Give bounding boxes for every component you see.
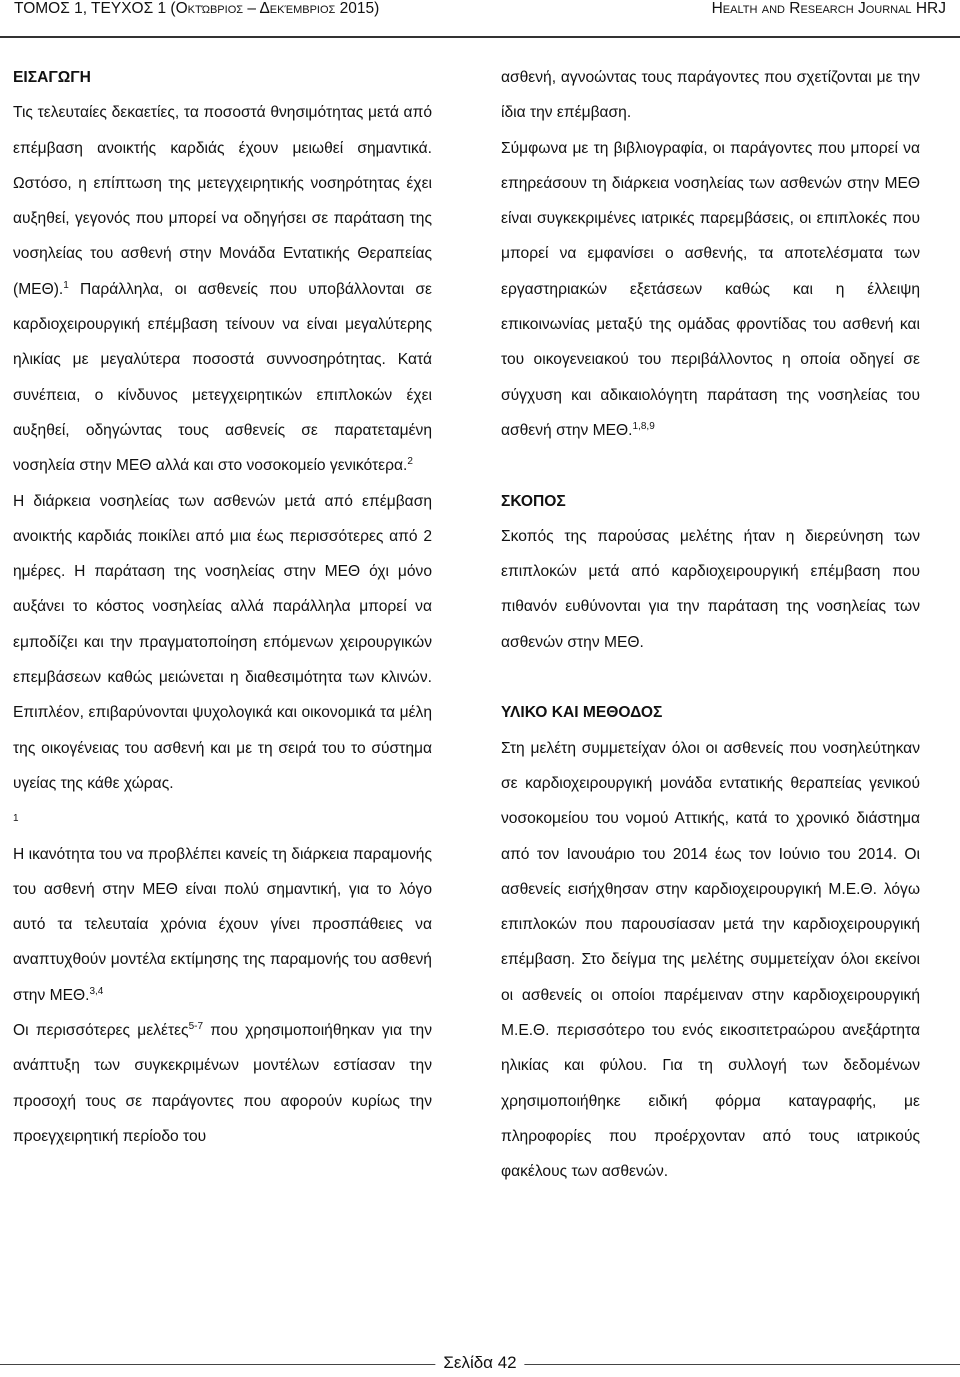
section-gap <box>501 660 920 695</box>
page-number: Σελίδα 42 <box>435 1352 524 1374</box>
methods-paragraph: Στη μελέτη συμμετείχαν όλοι οι ασθενείς που νοσηλεύτηκαν σε καρδιοχειρουργική μονάδα εντατικής θεραπείας γενικού νοσοκομείου του νομού Αττικής, κατά το χρονικό διάστημα από τον Ιανουάριο του 2014 έως τον Ιούνιο του 2014. Οι ασθενείς εισήχθησαν στην καρδιοχειρουργική Μ.Ε.Θ. λόγω επιπλοκών που παρουσίασαν μετά την καρδιοχειρουργική επέμβαση. Στο δείγμα της μελέτης συμμετείχαν όλοι εκείνοι οι ασθενείς οι οποίοι παρέμειναν στην καρδιοχειρουργική Μ.Ε.Θ. περισσότερο του ενός εικοσιτετραώρου ανεξάρτητα ηλικίας και φύλου. Για τη συλλογή των δεδομένων χρησιμοποιήθηκε ειδική φόρμα καταγραφής, με πληροφορίες που προέρχονταν από τους ιατρικούς φακέλους των ασθενών. <box>501 739 920 1181</box>
intro-paragraph-6: Σύμφωνα με τη βιβλιογραφία, οι παράγοντες που μπορεί να επηρεάσουν τη διάρκεια νοσηλείας των ασθενών στην ΜΕΘ είναι συγκεκριμένες ιατρικές παρεμβάσεις, οι επιπλοκές που μπορεί να εμφανίσει ο ασθενής, τα αποτελέσματα των εργαστηριακών εξετάσεων καθώς και η έλλειψη επικοινωνίας μεταξύ της ομάδας φροντίδας του ασθενή και του οικογενειακού του περιβάλλοντος η οποία οδηγεί σε σύγχυση και αδικαιολόγητη παράταση της νοσηλείας του ασθενή στην ΜΕΘ.$^{1,8,9}$ <box>501 139 920 439</box>
intro-paragraph-5: ασθενή, αγνοώντας τους παράγοντες που σχετίζονται με την ίδια την επέμβαση. <box>501 69 920 122</box>
section-gap <box>501 448 920 483</box>
footnote-mark: 1 <box>13 813 19 825</box>
page-footer <box>0 1352 960 1374</box>
citation: 3,4 <box>89 985 104 997</box>
intro-paragraph-4: Οι περισσότερες μελέτες$^{5-7}$ που χρησιμοποιήθηκαν για την ανάπτυξη των συγκεκριμένων μοντέλων εστίασαν την προσοχή τους σε παράγοντες που αφορούν κυρίως την προεγχειρητική περίοδο του <box>13 1021 432 1145</box>
aim-paragraph: Σκοπός της παρούσας μελέτης ήταν η διερεύνηση των επιπλοκών μετά από καρδιοχειρουργική επέμβαση που πιθανόν ευθύνονται για την παράταση της νοσηλείας των ασθενών στην ΜΕΘ. <box>501 527 920 651</box>
aim-heading: ΣΚΟΠΟΣ <box>501 492 566 510</box>
left-column <box>13 60 432 1154</box>
citation: 2 <box>407 456 413 468</box>
running-header <box>0 0 960 24</box>
introduction-heading: ΕΙΣΑΓΩΓΗ <box>13 69 91 86</box>
journal-issue: ΤΟΜΟΣ 1, ΤΕΥΧΟΣ 1 (Οκτώβριος – Δεκέμβριος 2015) <box>14 0 380 17</box>
right-column <box>501 60 920 1190</box>
methods-heading: ΥΛΙΚΟ ΚΑΙ ΜΕΘΟΔΟΣ <box>501 704 663 722</box>
citation: 1 <box>63 279 69 291</box>
header-rule <box>0 36 960 38</box>
intro-paragraph-3: Η ικανότητα του να προβλέπει κανείς τη διάρκεια παραμονής του ασθενή στην ΜΕΘ είναι πολύ σημαντική, για το λόγο αυτό τα τελευταία χρόνια έχουν γίνει προσπάθειες να αναπτυχθούν μοντέλα εκτίμησης της παραμονής του ασθενή στην ΜΕΘ.$^{3,4}$ <box>13 845 432 1004</box>
citation: 1,8,9 <box>632 420 655 432</box>
intro-paragraph-1: Τις τελευταίες δεκαετίες, τα ποσοστά θνησιμότητας μετά από επέμβαση ανοικτής καρδιάς έχουν μειωθεί σημαντικά. Ωστόσο, η επίπτωση της μετεγχειρητικής νοσηρότητας έχει αυξηθεί, γεγονός που μπορεί να οδηγήσει σε παράταση της νοσηλείας του ασθενή στην Μονάδα Εντατικής Θεραπείας (ΜΕΘ).$^1$ Παράλληλα, οι ασθενείς που υποβάλλονται σε καρδιοχειρουργική επέμβαση τείνουν να είναι μεγαλύτερης ηλικίας με μεγαλύτερα ποσοστά συννοσηρότητας. Κατά συνέπεια, ο κίνδυνος μετεγχειρητικών επιπλοκών έχει αυξηθεί, οδηγώντας τους ασθενείς σε παρατεταμένη νοσηλεία στην ΜΕΘ αλλά και στο νοσοκομείο γενικότερα.$^2$ <box>13 104 432 475</box>
intro-paragraph-2: Η διάρκεια νοσηλείας των ασθενών μετά από επέμβαση ανοικτής καρδιάς ποικίλει από μια έως περισσότερες από 2 ημέρες. Η παράταση της νοσηλείας στην ΜΕΘ όχι μόνο αυξάνει το κόστος νοσηλείας αλλά παράλληλα μπορεί να εμποδίζει και την πραγματοποίηση επόμενων χειρουργικών επεμβάσεων καθώς μειώνεται η διαθεσιμότητα των κλινών. Επιπλέον, επιβαρύνονται ψυχολογικά και οικονομικά τα μέλη της οικογένειας του ασθενή και με τη σειρά του το σύστημα υγείας της κάθε χώρας. <box>13 492 432 792</box>
citation: 5-7 <box>188 1021 204 1033</box>
journal-name: Health and Research Journal HRJ <box>711 0 946 17</box>
